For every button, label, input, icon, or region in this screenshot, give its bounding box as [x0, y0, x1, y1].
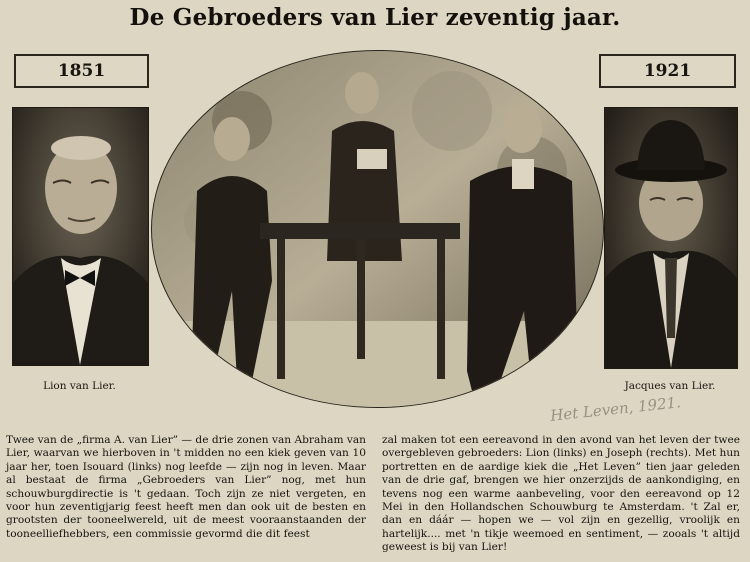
- headline: De Gebroeders van Lier zeventig jaar.: [129, 4, 621, 31]
- caption-lion: Lion van Lier.: [43, 380, 116, 392]
- group-photo-image: [152, 51, 603, 407]
- portrait-lion-image: [13, 108, 148, 365]
- portrait-jacques-van-lier: [604, 107, 738, 369]
- handwritten-annotation: Het Leven, 1921.: [549, 393, 682, 425]
- portrait-lion-van-lier: [12, 107, 149, 366]
- year-box-left: 1851: [14, 54, 149, 88]
- portrait-jacques-image: [605, 108, 737, 368]
- article-right-column: zal maken tot een eereavond in den avond van het leven der twee overgebleven gebroeders: Lion (links) en Joseph (rechts). Met hun portretten en de aardige kiek die „Het Leven” tien jaar geleden van de drie gaf, brengen we hier onzerzijds de aankondiging, en tevens nog een warme aanbeveling, voor den eereavond op 12 Mei in den Hollandschen Schouwburg te Amsterdam. 't Zal er, dan en dáár — hopen we — vol zijn en gezellig, vroolijk en hartelijk.... met 'n tikje weemoed en sentiment, — zooals 't altijd geweest is bij van Lier!: [382, 434, 740, 554]
- year-box-right: 1921: [599, 54, 736, 88]
- group-photo-oval: [151, 50, 604, 408]
- article-left-column: Twee van de „firma A. van Lier” — de drie zonen van Abraham van Lier, waarvan we hierboven in 't midden no een kiek geven van 10 jaar her, toen Isouard (links) nog leefde — zijn nog in leven. Maar al bestaat de firma „Gebroeders van Lier” nog, met hun schouwburgdirectie is 't gedaan. Toch zijn ze niet vergeten, en voor hun zeventigjarig feest heeft men dan ook uit de besten en grootsten der tooneelwereld, uit de meest vooraanstaanden der tooneelliefhebbers, een commissie gevormd die dit feest: [6, 434, 366, 540]
- caption-jacques: Jacques van Lier.: [624, 380, 716, 392]
